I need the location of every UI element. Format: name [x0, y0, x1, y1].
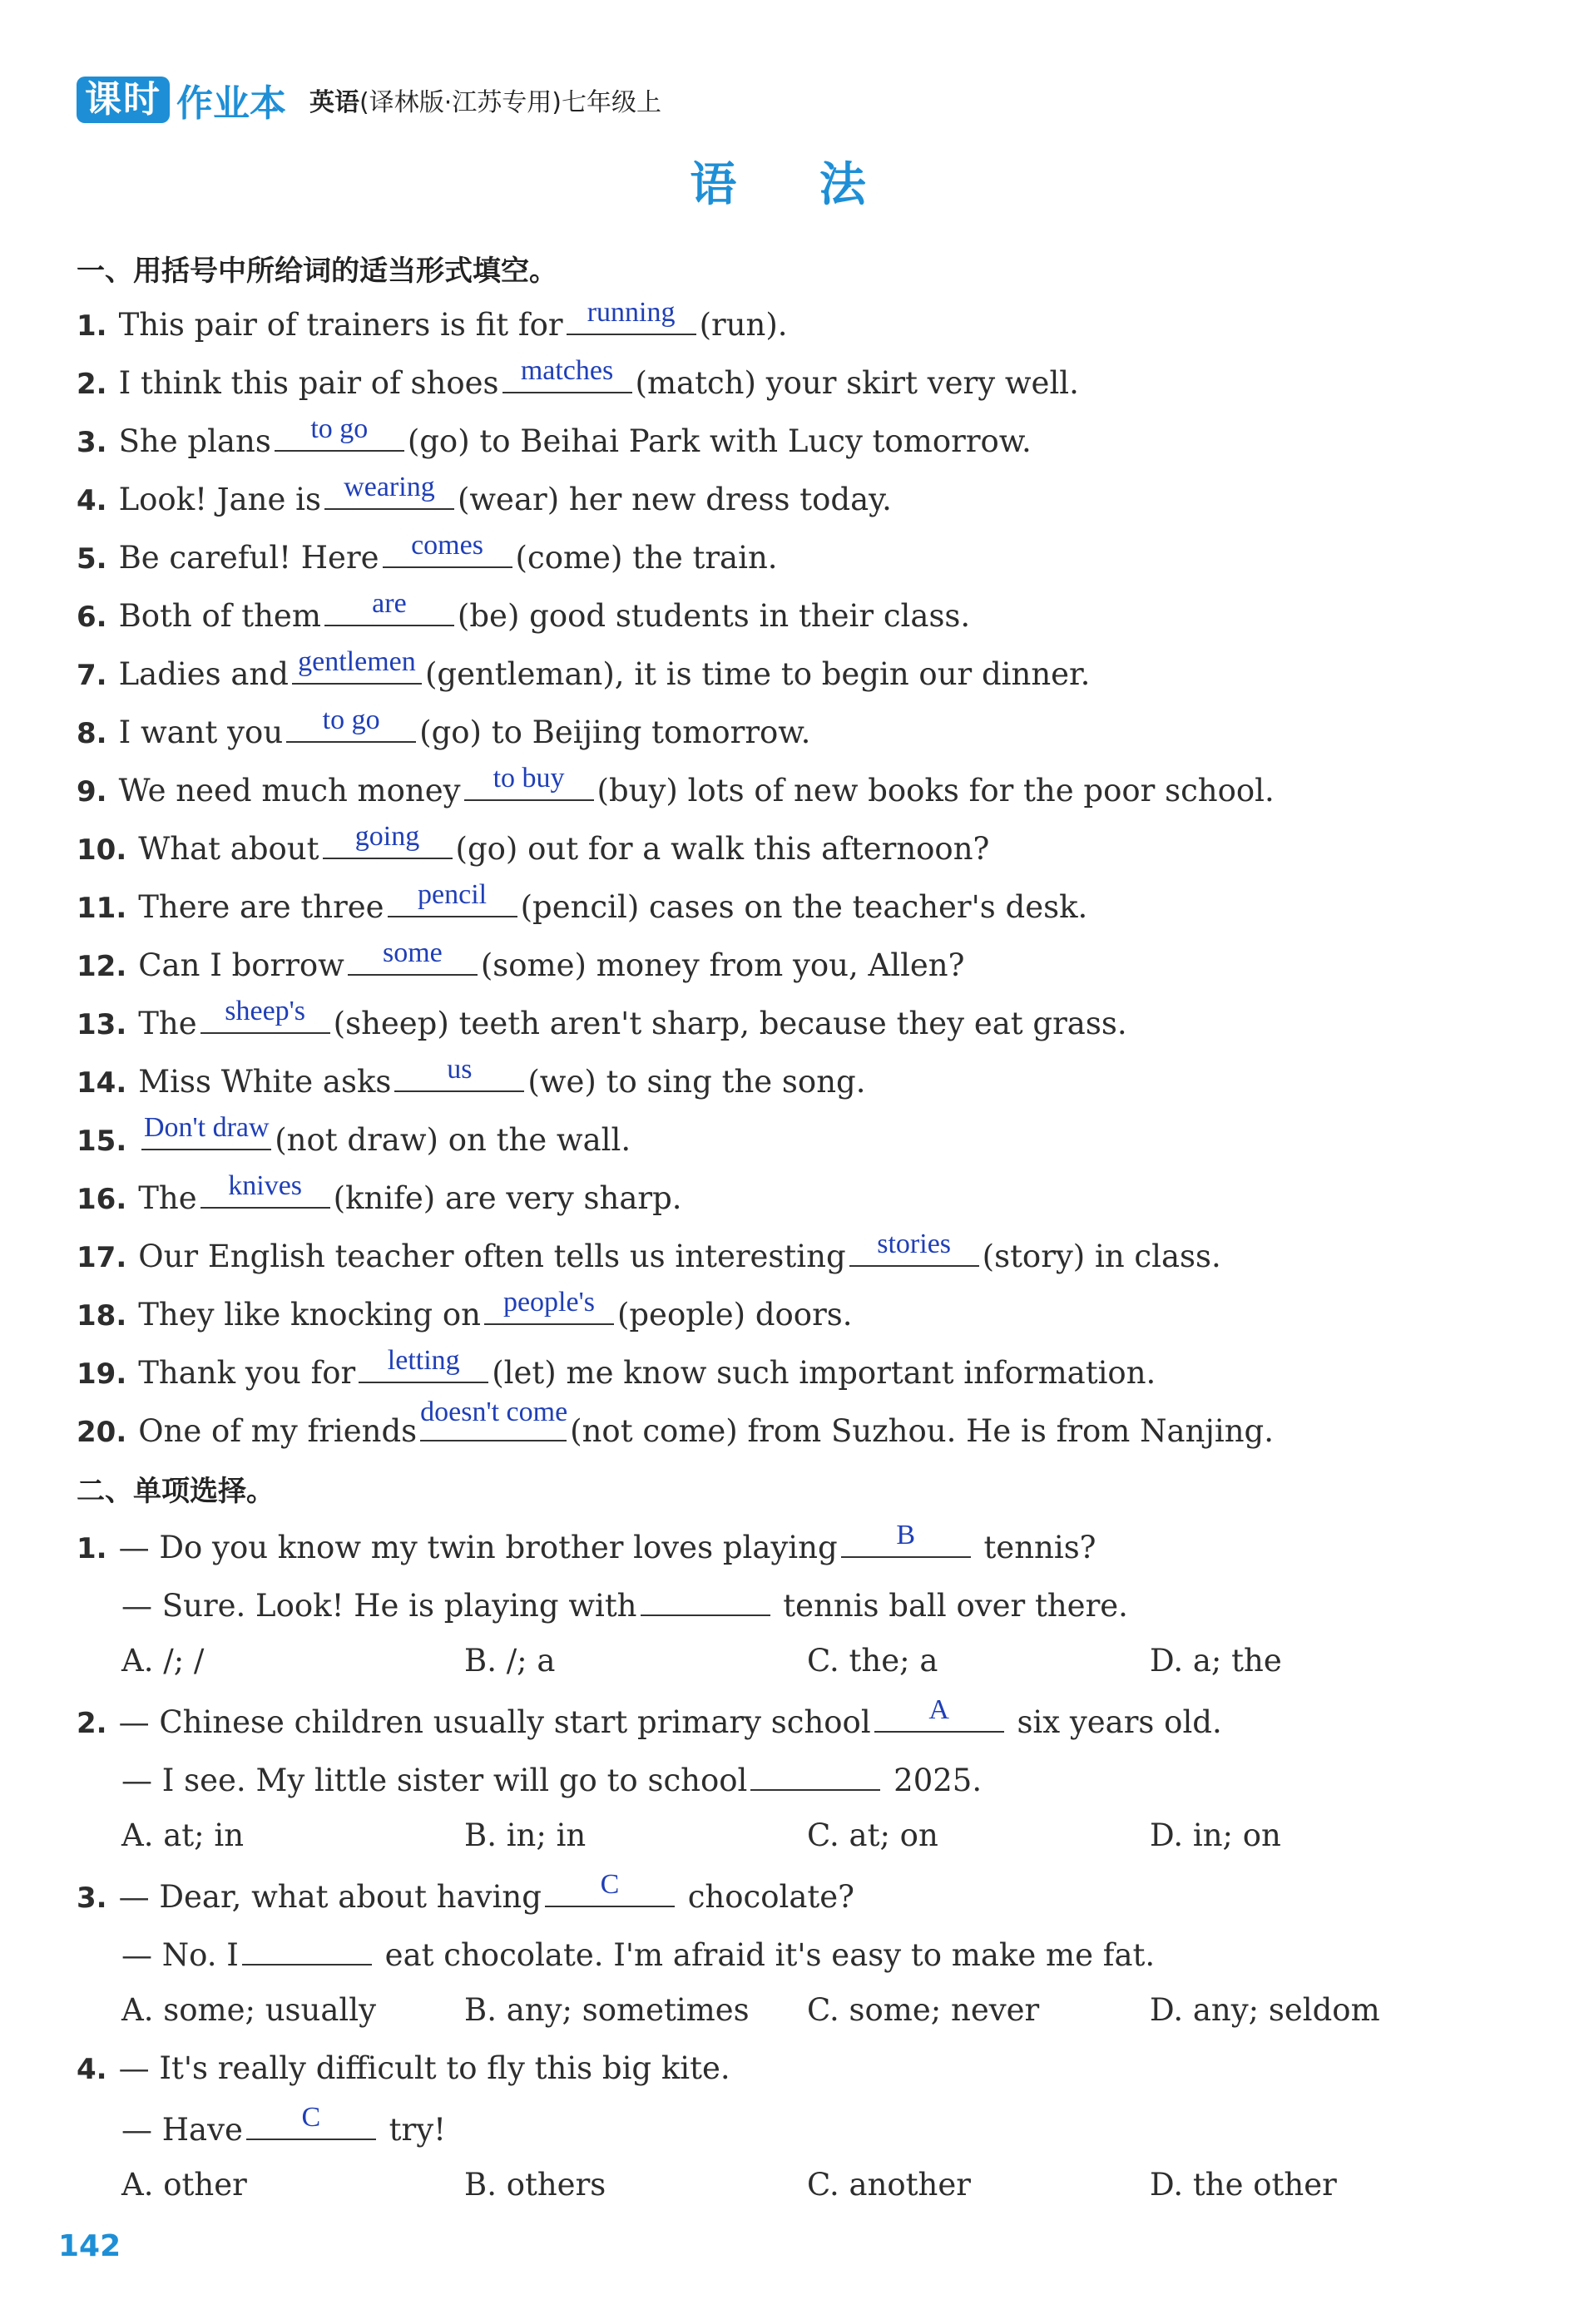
question-number: 3. [77, 426, 107, 459]
handwritten-answer: knives [228, 1170, 303, 1201]
question-number: 1. [77, 1532, 107, 1565]
s1-question-7 [77, 646, 1091, 692]
option-d[interactable]: D. any; seldom [1150, 1992, 1380, 2028]
question-text: (go) to Beihai Park with Lucy tomorrow. [407, 423, 1032, 459]
page-header [77, 75, 661, 125]
s1-question-2 [77, 355, 1079, 401]
question-text: (story) in class. [982, 1239, 1221, 1274]
option-a[interactable]: A. at; in [121, 1817, 245, 1853]
question-number: 13. [77, 1008, 127, 1041]
handwritten-answer: letting [387, 1345, 460, 1376]
question-text: I want you [118, 715, 284, 750]
question-text: — Chinese children usually start primary school [118, 1704, 871, 1740]
option-b[interactable]: B. others [464, 2167, 606, 2203]
option-d[interactable]: D. the other [1150, 2167, 1337, 2203]
question-text: We need much money [118, 773, 461, 808]
handwritten-answer: gentlemen [298, 646, 416, 677]
option-c[interactable]: C. some; never [807, 1992, 1040, 2028]
question-text: Miss White asks [138, 1064, 392, 1100]
answer-blank[interactable] [394, 1054, 524, 1092]
question-number: 10. [77, 833, 127, 867]
question-text: (run). [699, 307, 788, 343]
question-text: What about [138, 831, 319, 867]
question-number: 18. [77, 1299, 127, 1333]
answer-blank[interactable] [641, 1585, 770, 1616]
question-text: (pencil) cases on the teacher's desk. [520, 889, 1088, 925]
question-number: 19. [77, 1357, 127, 1391]
book-detail: (译林版·江苏专用)七年级上 [359, 88, 661, 117]
answer-blank[interactable] [383, 530, 512, 568]
handwritten-answer: sheep's [225, 996, 306, 1026]
question-number: 5. [77, 542, 107, 576]
s1-question-4 [77, 472, 892, 517]
handwritten-answer: to go [310, 413, 369, 444]
question-text: (go) to Beijing tomorrow. [419, 715, 811, 750]
option-c[interactable]: C. another [807, 2167, 971, 2203]
question-text: The [138, 1006, 197, 1041]
handwritten-answer: running [587, 297, 676, 328]
question-number: 16. [77, 1183, 127, 1216]
s1-question-11 [77, 879, 1088, 925]
section1-heading: 一、用括号中所给词的适当形式填空。 [77, 255, 557, 288]
s1-question-1 [77, 297, 788, 343]
question-number: 2. [77, 1707, 107, 1740]
question-number: 17. [77, 1241, 127, 1274]
question-text: — Dear, what about having [118, 1879, 542, 1915]
question-number: 11. [77, 892, 127, 925]
question-text: — Sure. Look! He is playing with [121, 1588, 637, 1624]
question-text: Our English teacher often tells us interesting [138, 1239, 846, 1274]
question-text: She plans [118, 423, 271, 459]
question-text: (not draw) on the wall. [275, 1122, 631, 1158]
question-text: (some) money from you, Allen? [480, 947, 965, 983]
book-title [309, 82, 661, 118]
answer-blank[interactable] [502, 355, 632, 393]
page-title: 语 法 [690, 157, 899, 212]
answer-blank[interactable] [567, 297, 696, 335]
s2-question-4-line2 [121, 2102, 446, 2148]
question-number: 14. [77, 1066, 127, 1100]
handwritten-answer: to buy [493, 763, 565, 794]
question-text: tennis ball over there. [783, 1588, 1128, 1624]
s2-question-3 [77, 1869, 855, 1915]
question-text: tennis? [983, 1530, 1096, 1565]
logo-main: 课时 [77, 77, 170, 123]
question-number: 2. [77, 368, 107, 401]
question-text: (match) your skirt very well. [635, 365, 1079, 401]
handwritten-answer: wearing [344, 472, 435, 502]
option-d[interactable]: D. a; the [1150, 1643, 1282, 1679]
answer-blank[interactable] [324, 588, 454, 626]
question-text: (knife) are very sharp. [333, 1180, 682, 1216]
handwritten-answer: pencil [418, 879, 488, 910]
handwritten-answer: doesn't come [420, 1397, 568, 1427]
s1-question-3 [77, 413, 1032, 459]
question-text: (not come) from Suzhou. He is from Nanjing. [570, 1413, 1274, 1449]
question-text: (sheep) teeth aren't sharp, because they eat grass. [333, 1006, 1127, 1041]
logo-sub: 作业本 [176, 82, 286, 125]
question-number: 12. [77, 950, 127, 983]
answer-blank[interactable] [292, 646, 422, 685]
answer-blank[interactable] [242, 1934, 372, 1966]
question-text: (buy) lots of new books for the poor school. [596, 773, 1275, 808]
question-text: (go) out for a walk this afternoon? [455, 831, 990, 867]
answer-blank[interactable] [246, 2102, 376, 2140]
option-c[interactable]: C. the; a [807, 1643, 938, 1679]
answer-blank[interactable] [348, 937, 478, 976]
answer-blank[interactable] [545, 1869, 675, 1907]
handwritten-answer: comes [411, 530, 483, 561]
question-text: Thank you for [138, 1355, 356, 1391]
s1-question-14 [77, 1054, 866, 1100]
answer-blank[interactable] [420, 1397, 568, 1441]
answer-blank[interactable] [849, 1229, 979, 1267]
question-text: One of my friends [138, 1413, 418, 1449]
s1-question-19 [77, 1345, 1156, 1391]
s1-question-5 [77, 530, 778, 576]
answer-blank[interactable] [286, 705, 416, 743]
brand-logo [77, 73, 286, 126]
answer-blank[interactable] [275, 413, 404, 452]
s2-question-1 [77, 1520, 1096, 1565]
answer-blank[interactable] [324, 472, 454, 510]
s1-question-16 [77, 1170, 682, 1216]
answer-blank[interactable] [874, 1694, 1004, 1733]
handwritten-answer: C [600, 1869, 620, 1900]
question-number: 4. [77, 484, 107, 517]
question-text: (be) good students in their class. [457, 598, 971, 634]
question-number: 6. [77, 601, 107, 634]
handwritten-answer: people's [502, 1287, 595, 1318]
handwritten-answer: us [447, 1054, 473, 1085]
s1-question-17 [77, 1229, 1221, 1274]
option-b[interactable]: B. any; sometimes [464, 1992, 750, 2028]
question-number: 1. [77, 309, 107, 343]
question-text: This pair of trainers is fit for [118, 307, 563, 343]
handwritten-answer: A [928, 1694, 949, 1725]
answer-blank[interactable] [464, 763, 594, 801]
page-number: 142 [58, 2229, 121, 2263]
question-text: — I see. My little sister will go to school [121, 1763, 748, 1798]
answer-blank[interactable] [841, 1520, 971, 1558]
question-number: 4. [77, 2053, 107, 2086]
question-text: eat chocolate. I'm afraid it's easy to make me fat. [384, 1937, 1156, 1973]
option-b[interactable]: B. in; in [464, 1817, 587, 1853]
s1-question-13 [77, 996, 1127, 1041]
handwritten-answer: Don't draw [143, 1112, 270, 1143]
answer-blank[interactable] [141, 1112, 271, 1150]
option-a[interactable]: A. /; / [121, 1643, 205, 1679]
handwritten-answer: going [354, 821, 420, 852]
s2-question-2 [77, 1694, 1222, 1740]
answer-blank[interactable] [750, 1759, 880, 1791]
question-text: try! [389, 2112, 446, 2148]
question-number: 15. [77, 1125, 127, 1158]
handwritten-answer: to go [322, 705, 380, 735]
option-c[interactable]: C. at; on [807, 1817, 938, 1853]
s2-question-3-line2 [121, 1934, 1155, 1973]
question-text: There are three [138, 889, 384, 925]
handwritten-answer: B [896, 1520, 916, 1550]
question-text: — It's really difficult to fly this big kite. [118, 2050, 730, 2086]
handwritten-answer: some [382, 937, 443, 968]
question-number: 3. [77, 1881, 107, 1915]
answer-blank[interactable] [388, 879, 517, 917]
option-a[interactable]: A. some; usually [121, 1992, 376, 2028]
option-b[interactable]: B. /; a [464, 1643, 556, 1679]
question-text: (gentleman), it is time to begin our dinner. [424, 656, 1091, 692]
s1-question-12 [77, 937, 965, 983]
answer-blank[interactable] [200, 996, 330, 1034]
s1-question-6 [77, 588, 971, 634]
s2-question-1-line2 [121, 1585, 1128, 1624]
question-number: 7. [77, 659, 107, 692]
question-text: (people) doors. [616, 1297, 853, 1333]
question-text: Both of them [118, 598, 321, 634]
handwritten-answer: matches [520, 355, 614, 386]
section2-heading: 二、单项选择。 [77, 1475, 275, 1508]
answer-blank[interactable] [359, 1345, 488, 1383]
handwritten-answer: stories [877, 1229, 952, 1259]
answer-blank[interactable] [484, 1287, 614, 1325]
question-number: 9. [77, 775, 107, 808]
question-text: (let) me know such important information. [492, 1355, 1156, 1391]
s1-question-9 [77, 763, 1275, 808]
question-text: six years old. [1017, 1704, 1222, 1740]
s1-question-8 [77, 705, 811, 750]
question-text: Ladies and [118, 656, 289, 692]
question-text: I think this pair of shoes [118, 365, 499, 401]
s1-question-10 [77, 821, 990, 867]
question-number: 20. [77, 1416, 127, 1449]
option-d[interactable]: D. in; on [1150, 1817, 1281, 1853]
question-text: (wear) her new dress today. [457, 482, 892, 517]
question-text: chocolate? [687, 1879, 855, 1915]
s1-question-18 [77, 1287, 853, 1333]
question-text: They like knocking on [138, 1297, 481, 1333]
answer-blank[interactable] [323, 821, 453, 859]
answer-blank[interactable] [200, 1170, 330, 1209]
handwritten-answer: are [372, 588, 407, 619]
question-text: — No. I [121, 1937, 239, 1973]
book-subject: 英语 [309, 88, 359, 117]
question-text: Can I borrow [138, 947, 344, 983]
question-text: — Do you know my twin brother loves playing [118, 1530, 838, 1565]
s1-question-20 [77, 1397, 1274, 1449]
s2-question-2-line2 [121, 1759, 982, 1798]
question-text: — Have [121, 2112, 243, 2148]
question-text: Be careful! Here [118, 540, 379, 576]
question-number: 8. [77, 717, 107, 750]
question-text: (come) the train. [515, 540, 778, 576]
option-a[interactable]: A. other [121, 2167, 247, 2203]
s1-question-15 [77, 1112, 631, 1158]
question-text: (we) to sing the song. [527, 1064, 866, 1100]
handwritten-answer: C [301, 2102, 321, 2133]
question-text: 2025. [894, 1763, 983, 1798]
question-text: Look! Jane is [118, 482, 321, 517]
s2-question-4 [77, 2050, 730, 2086]
question-text: The [138, 1180, 197, 1216]
